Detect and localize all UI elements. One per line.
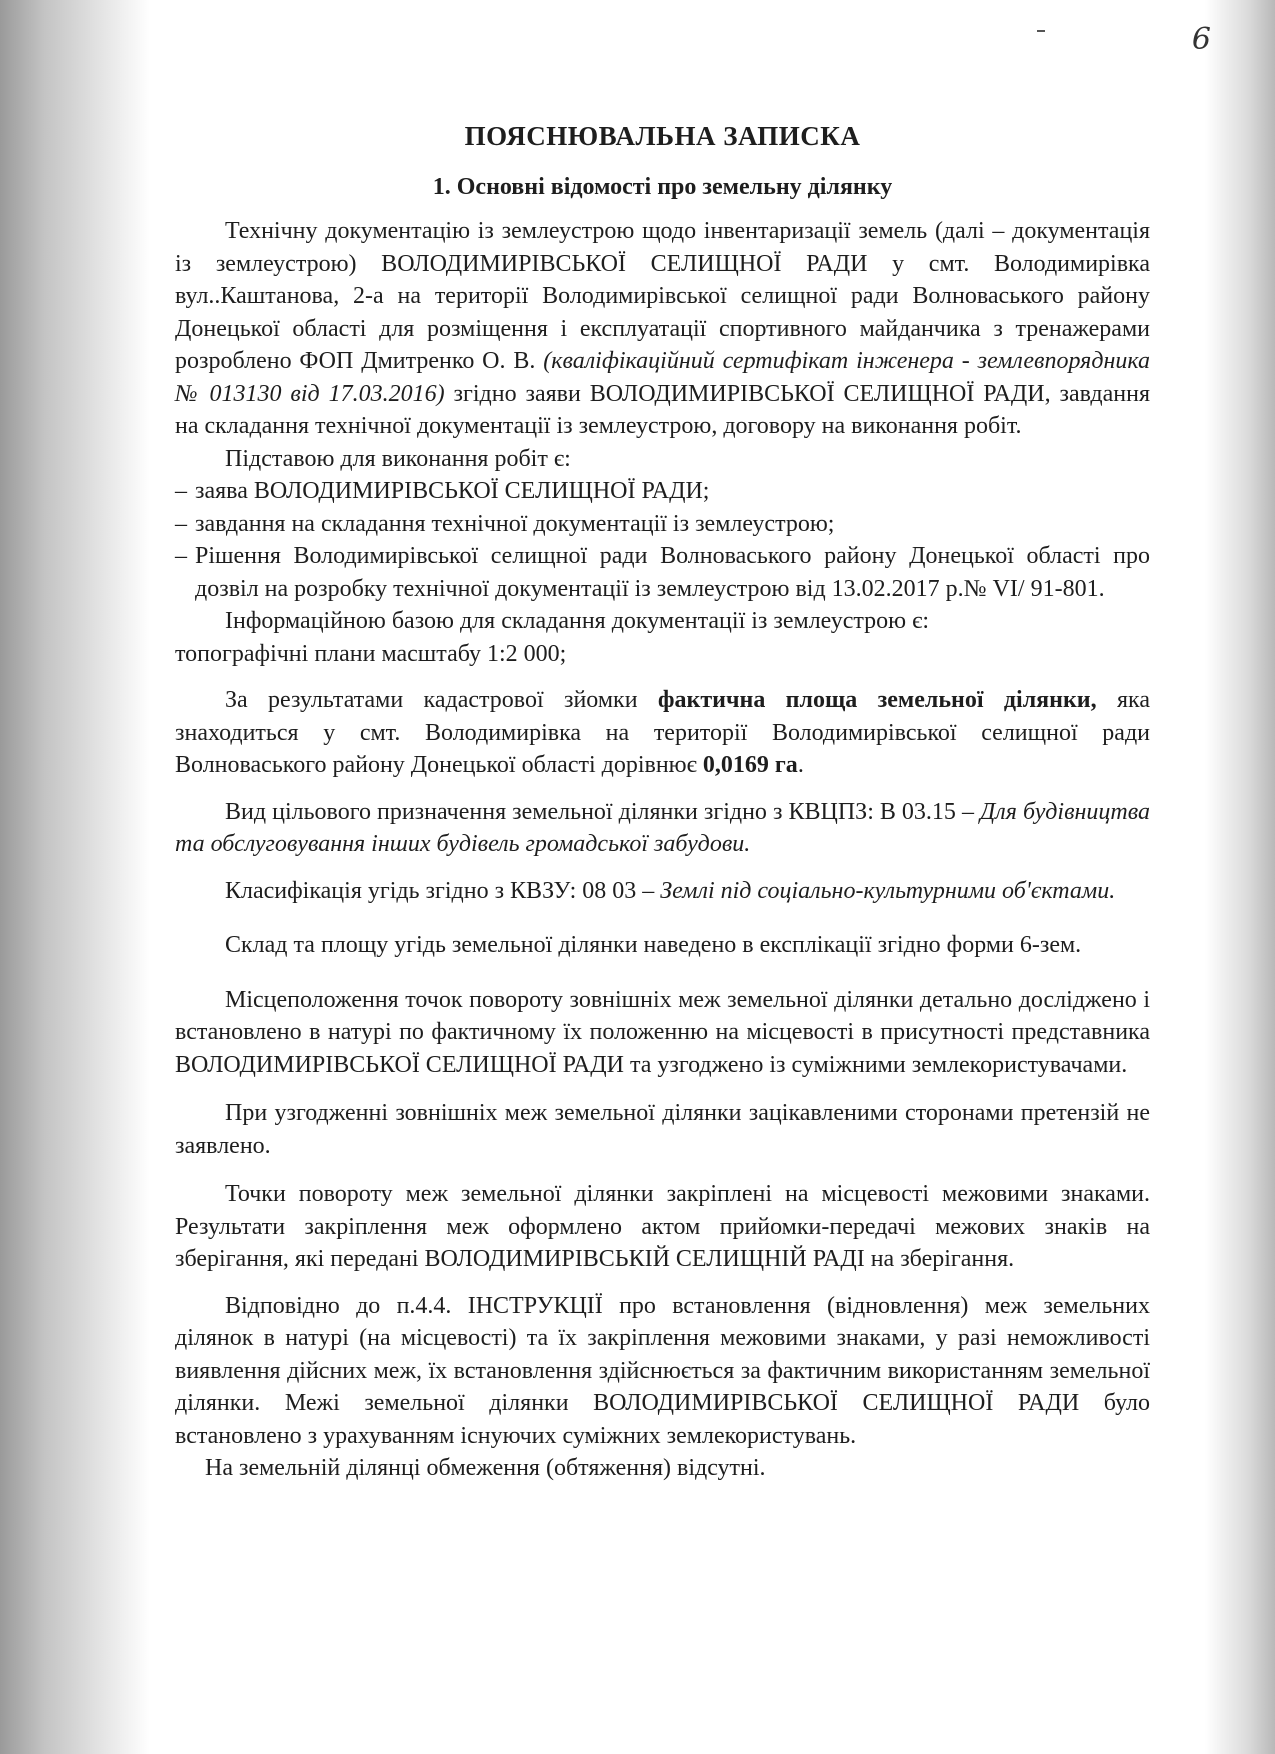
document-title: ПОЯСНЮВАЛЬНА ЗАПИСКА (464, 121, 861, 151)
basis-intro: Підставою для виконання робіт є: (225, 445, 571, 472)
list-item: – заява ВОЛОДИМИРІВСЬКОЇ СЕЛИЩНОЇ РАДИ; (175, 475, 1150, 508)
class-text: Класифікація угідь згідно з КВЗУ: 08 03 – (225, 877, 661, 904)
section-heading: 1. Основні відомості про земельну ділянку (432, 173, 893, 200)
area-bold-text: фактична площа земельної ділянки, (657, 687, 1097, 713)
purpose-italic: Для будівництва та обслуговування інших будівель громадської забудови. (175, 798, 1150, 857)
paragraph-markers: Точки повороту меж земельної ділянки закріплені на місцевості межовими знаками. Результати закріплення меж оформлено актом прийомки-передачі межових знаків на зберігання, які передані ВОЛОДИМИРІВСЬКІЙ СЕЛИЩНІЙ РАДІ на зберігання. (175, 1181, 1150, 1272)
paragraph-intro (175, 215, 1150, 443)
info-intro: Інформаційною базою для складання документації із землеустрою є: (225, 608, 930, 634)
basis-list (175, 475, 1150, 605)
page-number: 6 (1191, 22, 1211, 57)
paragraph-restrictions: На земельній ділянці обмеження (обтяження) відсутні. (205, 1455, 766, 1481)
paragraph-instruction: Відповідно до п.4.4. ІНСТРУКЦІЇ про встановлення (відновлення) меж земельних ділянок в натурі (на місцевості) та їх закріплення межовими знаками, у разі неможливості виявлення дійсних меж, їх встановлення здійснюється за фактичним використанням земельної ділянки. Межі земельної ділянки ВОЛОДИМИРІВСЬКОЇ СЕЛИЩНОЇ РАДИ було встановлено з урахуванням існуючих суміжних землекористувань. (175, 1292, 1150, 1449)
list-item: – Рішення Володимирівської селищної ради Волноваського району Донецької області про дозвіл на розробку технічної документації із землеустрою від 13.02.2017 р.№ VI/ 91-801. (175, 540, 1150, 605)
paragraph-location: Місцеположення точок повороту зовнішніх меж земельної ділянки детально досліджено і встановлено в натурі по фактичному їх положенню на місцевості в присутності представника ВОЛОДИМИРІВСЬКОЇ СЕЛИЩНОЇ РАДИ та узгоджено із суміжними землекористувачами. (175, 986, 1150, 1078)
intro-text-end: згідно заяви ВОЛОДИМИРІВСЬКОЇ СЕЛИЩНОЇ РАДИ, завдання на складання технічної документації із землеустрою, договору на виконання робіт. (175, 380, 1150, 439)
document-body (175, 120, 1150, 1485)
info-item: топографічні плани масштабу 1:2 000; (175, 640, 567, 667)
list-item: – завдання на складання технічної документації із землеустрою; (175, 508, 1150, 541)
pen-mark (1037, 30, 1045, 32)
area-value: 0,0169 га (702, 752, 798, 778)
paragraph-claims: При узгодженні зовнішніх меж земельної ділянки зацікавленими сторонами претензій не заявлено. (175, 1100, 1150, 1159)
paragraph-area (175, 684, 1150, 782)
intro-text: Технічну документацію із землеустрою щодо інвентаризації земель (далі – документація із землеустрою) ВОЛОДИМИРІВСЬКОЇ СЕЛИЩНОЇ РАДИ у смт. Володимирівка вул..Каштанова, 2-а на території Володимирівської селищної ради Волноваського району Донецької області для розміщення і експлуатації спортивного майданчика з тренажерами розроблено ФОП Дмитренко О. В. (175, 218, 1150, 374)
area-text: За результатами кадастрової зйомки (225, 687, 658, 713)
paragraph-classification (175, 875, 1150, 908)
paragraph-purpose (175, 796, 1150, 861)
paragraph-composition: Склад та площу угідь земельної ділянки наведено в експлікації згідно форми 6-зем. (225, 932, 1082, 958)
area-end: . (797, 752, 804, 778)
class-italic: Землі під соціально-культурними об'єктами. (660, 877, 1116, 904)
scan-shadow-left (0, 0, 150, 1754)
certificate-text: (кваліфікаційний сертифікат інженера - землевпорядника № 013130 від 17.03.2016) (175, 348, 1150, 407)
area-text-2: яка знаходиться у смт. Володимирівка на території Володимирівської селищної ради Волноваського району Донецької області дорівнює (175, 687, 1150, 778)
scan-shadow-right (1205, 0, 1275, 1754)
purpose-text: Вид цільового призначення земельної ділянки згідно з КВЦПЗ: В 03.15 – (225, 798, 981, 825)
